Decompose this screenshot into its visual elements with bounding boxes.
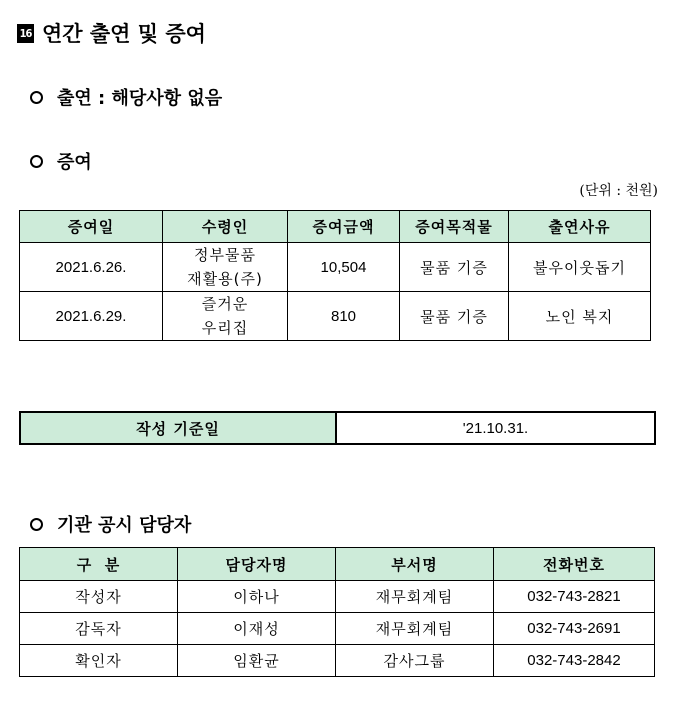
contribution-heading xyxy=(30,84,222,110)
header-phone: 전화번호 xyxy=(494,548,655,581)
header-name: 담당자명 xyxy=(178,548,336,581)
cell-dept: 재무회계팀 xyxy=(336,581,494,613)
table-row xyxy=(20,581,655,613)
base-date-label: 작성 기준일 xyxy=(20,412,336,444)
contact-table-header xyxy=(20,548,655,581)
bullet-circle-icon xyxy=(30,518,43,531)
cell-phone: 032-743-2821 xyxy=(494,581,655,613)
section-number-badge: 16 xyxy=(17,24,34,43)
table-row xyxy=(20,292,651,341)
base-date-value: '21.10.31. xyxy=(336,412,655,444)
cell-name: 이하나 xyxy=(178,581,336,613)
table-row xyxy=(20,645,655,677)
table-row xyxy=(20,613,655,645)
contact-heading-text: 기관 공시 담당자 xyxy=(57,515,192,536)
donation-table-header xyxy=(20,211,651,243)
donation-table xyxy=(19,210,651,341)
header-dept: 부서명 xyxy=(336,548,494,581)
recipient-line: 우리집 xyxy=(201,319,249,337)
cell-name: 이재성 xyxy=(178,613,336,645)
cell-name: 임환균 xyxy=(178,645,336,677)
cell-phone: 032-743-2691 xyxy=(494,613,655,645)
cell-reason: 불우이웃돕기 xyxy=(509,243,651,292)
page-title-text: 연간 출연 및 증여 xyxy=(42,22,206,46)
base-date-table xyxy=(19,411,656,445)
donation-heading-text: 증여 xyxy=(57,152,92,173)
donation-heading xyxy=(30,148,92,174)
contact-table xyxy=(19,547,655,677)
cell-role: 작성자 xyxy=(20,581,178,613)
recipient-line: 재활용(주) xyxy=(187,270,263,288)
header-role: 구 분 xyxy=(20,548,178,581)
cell-object: 물품 기증 xyxy=(400,292,509,341)
cell-dept: 재무회계팀 xyxy=(336,613,494,645)
cell-date: 2021.6.29. xyxy=(20,292,163,341)
cell-date: 2021.6.26. xyxy=(20,243,163,292)
cell-reason: 노인 복지 xyxy=(509,292,651,341)
cell-recipient xyxy=(163,292,288,341)
recipient-line: 즐거운 xyxy=(201,295,249,313)
cell-role: 확인자 xyxy=(20,645,178,677)
header-amount: 증여금액 xyxy=(288,211,400,243)
header-date: 증여일 xyxy=(20,211,163,243)
page-title xyxy=(17,18,206,48)
unit-note: (단위 : 천원) xyxy=(579,183,658,199)
cell-amount: 10,504 xyxy=(288,243,400,292)
bullet-circle-icon xyxy=(30,91,43,104)
contact-heading xyxy=(30,511,191,537)
cell-dept: 감사그룹 xyxy=(336,645,494,677)
contribution-heading-text: 출연 : 해당사항 없음 xyxy=(57,88,223,109)
cell-object: 물품 기증 xyxy=(400,243,509,292)
cell-recipient xyxy=(163,243,288,292)
bullet-circle-icon xyxy=(30,155,43,168)
header-object: 증여목적물 xyxy=(400,211,509,243)
cell-amount: 810 xyxy=(288,292,400,341)
cell-role: 감독자 xyxy=(20,613,178,645)
recipient-line: 정부물품 xyxy=(194,246,256,264)
header-recipient: 수령인 xyxy=(163,211,288,243)
header-reason: 출연사유 xyxy=(509,211,651,243)
cell-phone: 032-743-2842 xyxy=(494,645,655,677)
table-row xyxy=(20,243,651,292)
